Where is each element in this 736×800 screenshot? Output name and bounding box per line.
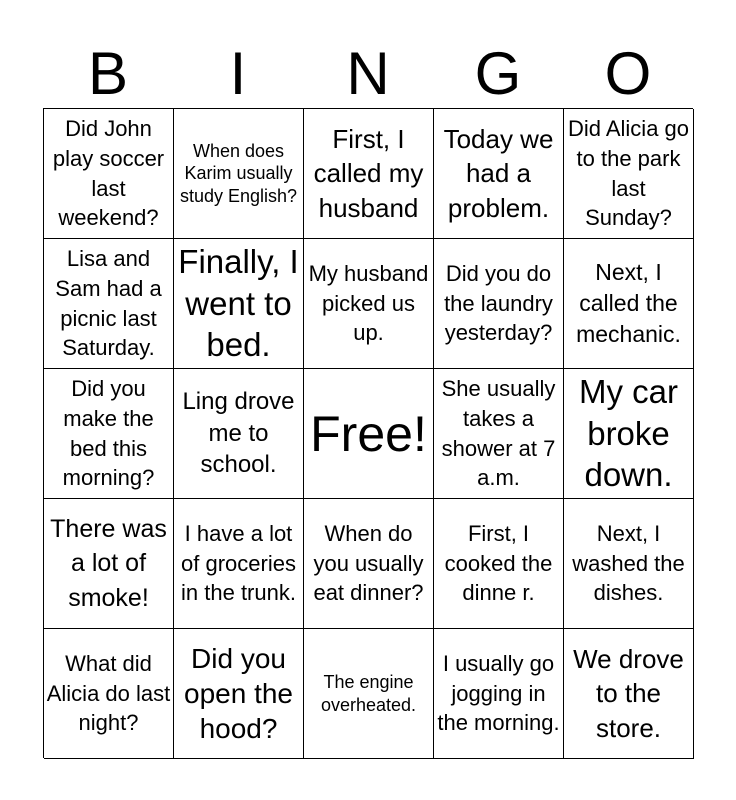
header-letter-b: B bbox=[87, 40, 129, 107]
bingo-cell[interactable] bbox=[434, 109, 564, 239]
cell-text: I usually go jogging in the morning. bbox=[437, 650, 560, 736]
bingo-cell[interactable] bbox=[564, 369, 694, 499]
cell-text: We drove to the store. bbox=[573, 644, 684, 743]
bingo-cell[interactable] bbox=[174, 239, 304, 369]
cell-text: Did John play soccer last weekend? bbox=[52, 115, 165, 231]
bingo-cell[interactable] bbox=[44, 109, 174, 239]
free-space[interactable] bbox=[304, 369, 434, 499]
bingo-cell[interactable] bbox=[564, 239, 694, 369]
bingo-cell[interactable] bbox=[304, 239, 434, 369]
bingo-cell[interactable] bbox=[434, 499, 564, 629]
cell-text: When do you usually eat dinner? bbox=[313, 520, 424, 606]
cell-text: My car broke down. bbox=[579, 373, 678, 494]
cell-text: I have a lot of groceries in the trunk. bbox=[181, 520, 296, 606]
header-letter-o: O bbox=[604, 40, 652, 107]
cell-text: Did you do the laundry yesterday? bbox=[444, 260, 553, 346]
bingo-cell[interactable] bbox=[44, 499, 174, 629]
bingo-cell[interactable] bbox=[564, 499, 694, 629]
cell-text: First, I called my husband bbox=[313, 124, 424, 223]
bingo-cell[interactable] bbox=[174, 109, 304, 239]
cell-text: Did Alicia go to the park last Sunday? bbox=[567, 115, 690, 231]
bingo-cell[interactable] bbox=[174, 629, 304, 759]
cell-text: What did Alicia do last night? bbox=[46, 650, 171, 736]
bingo-cell[interactable] bbox=[434, 239, 564, 369]
cell-text: There was a lot of smoke! bbox=[50, 514, 167, 612]
bingo-cell[interactable] bbox=[44, 239, 174, 369]
cell-text: She usually takes a shower at 7 a.m. bbox=[441, 375, 556, 491]
bingo-cell[interactable] bbox=[44, 629, 174, 759]
bingo-cell[interactable] bbox=[174, 369, 304, 499]
cell-text: Did you make the bed this morning? bbox=[62, 375, 155, 491]
cell-text: Today we had a problem. bbox=[443, 124, 554, 223]
bingo-cell[interactable] bbox=[564, 629, 694, 759]
cell-text: When does Karim usually study English? bbox=[179, 141, 298, 206]
bingo-cell[interactable] bbox=[434, 369, 564, 499]
cell-text: Lisa and Sam had a picnic last Saturday. bbox=[55, 245, 162, 361]
bingo-cell[interactable] bbox=[304, 499, 434, 629]
bingo-cell[interactable] bbox=[174, 499, 304, 629]
cell-text: Next, I washed the dishes. bbox=[572, 520, 685, 606]
header-letter-g: G bbox=[474, 40, 522, 107]
cell-text: Did you open the hood? bbox=[184, 642, 293, 745]
bingo-cell[interactable] bbox=[434, 629, 564, 759]
bingo-header bbox=[43, 40, 693, 108]
cell-text: First, I cooked the dinne r. bbox=[444, 520, 553, 606]
cell-text: Ling drove me to school. bbox=[182, 387, 295, 479]
free-space-label: Free! bbox=[310, 405, 427, 462]
cell-text: My husband picked us up. bbox=[308, 260, 429, 346]
cell-text: Next, I called the mechanic. bbox=[576, 258, 681, 348]
bingo-cell[interactable] bbox=[44, 369, 174, 499]
header-letter-n: N bbox=[346, 40, 390, 107]
bingo-cell[interactable] bbox=[304, 629, 434, 759]
bingo-cell[interactable] bbox=[304, 109, 434, 239]
header-letter-i: I bbox=[229, 40, 247, 107]
bingo-cell[interactable] bbox=[564, 109, 694, 239]
cell-text: Finally, I went to bed. bbox=[178, 243, 299, 364]
bingo-board bbox=[43, 108, 693, 758]
cell-text: The engine overheated. bbox=[320, 672, 417, 715]
